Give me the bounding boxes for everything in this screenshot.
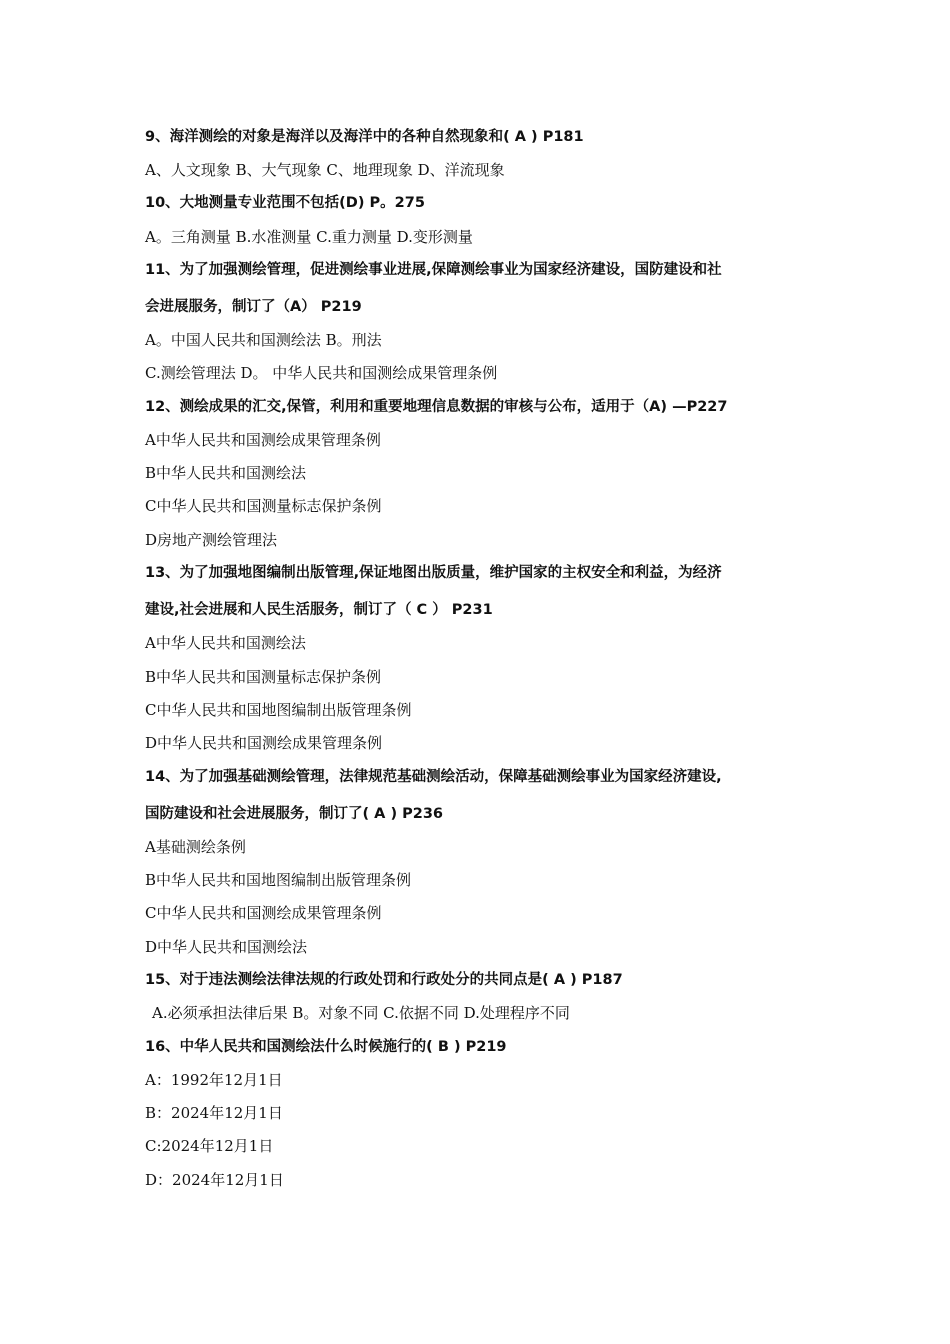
question-13-option-c: C中华人民共和国地图编制出版管理条例 (145, 701, 412, 719)
question-12-option-d: D房地产测绘管理法 (145, 531, 278, 549)
question-13-option-b: B中华人民共和国测量标志保护条例 (145, 668, 382, 686)
question-13-line-1: 13、为了加强地图编制出版管理,保证地图出版质量，维护国家的主权安全和利益，为经济 (145, 565, 722, 581)
question-14-option-c: C中华人民共和国测绘成果管理条例 (145, 904, 382, 922)
question-16-option-d: D：2024年12月1日 (145, 1171, 284, 1189)
question-11-options-cd: C.测绘管理法 D。 中华人民共和国测绘成果管理条例 (145, 364, 498, 382)
question-10: 10、大地测量专业范围不包括(D) P。275 (145, 195, 425, 211)
question-16-option-b: B：2024年12月1日 (145, 1104, 283, 1122)
question-12: 12、测绘成果的汇交,保管，利用和重要地理信息数据的审核与公布，适用于（A) —P227 (145, 399, 728, 415)
question-11-line-2: 会进展服务，制订了（A） P219 (145, 299, 362, 315)
question-13-option-a: A中华人民共和国测绘法 (145, 634, 306, 652)
question-12-option-c: C中华人民共和国测量标志保护条例 (145, 497, 382, 515)
question-11-options-ab: A。中国人民共和国测绘法 B。刑法 (145, 331, 382, 349)
question-15-options: A.必须承担法律后果 B。对象不同 C.依据不同 D.处理程序不同 (152, 1004, 570, 1022)
question-16: 16、中华人民共和国测绘法什么时候施行的( B ) P219 (145, 1039, 507, 1055)
question-11-line-1: 11、为了加强测绘管理，促进测绘事业进展,保障测绘事业为国家经济建设，国防建设和社 (145, 262, 722, 278)
question-14-option-a: A基础测绘条例 (145, 838, 246, 856)
question-14-line-1: 14、为了加强基础测绘管理，法律规范基础测绘活动，保障基础测绘事业为国家经济建设, (145, 769, 722, 785)
question-14-option-d: D中华人民共和国测绘法 (145, 938, 308, 956)
question-9: 9、海洋测绘的对象是海洋以及海洋中的各种自然现象和( A ) P181 (145, 129, 584, 145)
question-12-option-b: B中华人民共和国测绘法 (145, 464, 307, 482)
question-12-option-a: A中华人民共和国测绘成果管理条例 (145, 431, 381, 449)
question-10-options: A。三角测量 B.水准测量 C.重力测量 D.变形测量 (145, 228, 473, 246)
question-13-option-d: D中华人民共和国测绘成果管理条例 (145, 734, 383, 752)
question-9-options: A、人文现象 B、大气现象 C、地理现象 D、洋流现象 (145, 161, 505, 179)
question-14-option-b: B中华人民共和国地图编制出版管理条例 (145, 871, 412, 889)
question-13-line-2: 建设,社会进展和人民生活服务，制订了（ C ） P231 (145, 602, 493, 618)
question-15: 15、对于违法测绘法律法规的行政处罚和行政处分的共同点是( A ) P187 (145, 972, 623, 988)
question-16-option-a: A：1992年12月1日 (145, 1071, 283, 1089)
question-14-line-2: 国防建设和社会进展服务，制订了( A ) P236 (145, 806, 444, 822)
question-16-option-c: C:2024年12月1日 (145, 1137, 274, 1155)
